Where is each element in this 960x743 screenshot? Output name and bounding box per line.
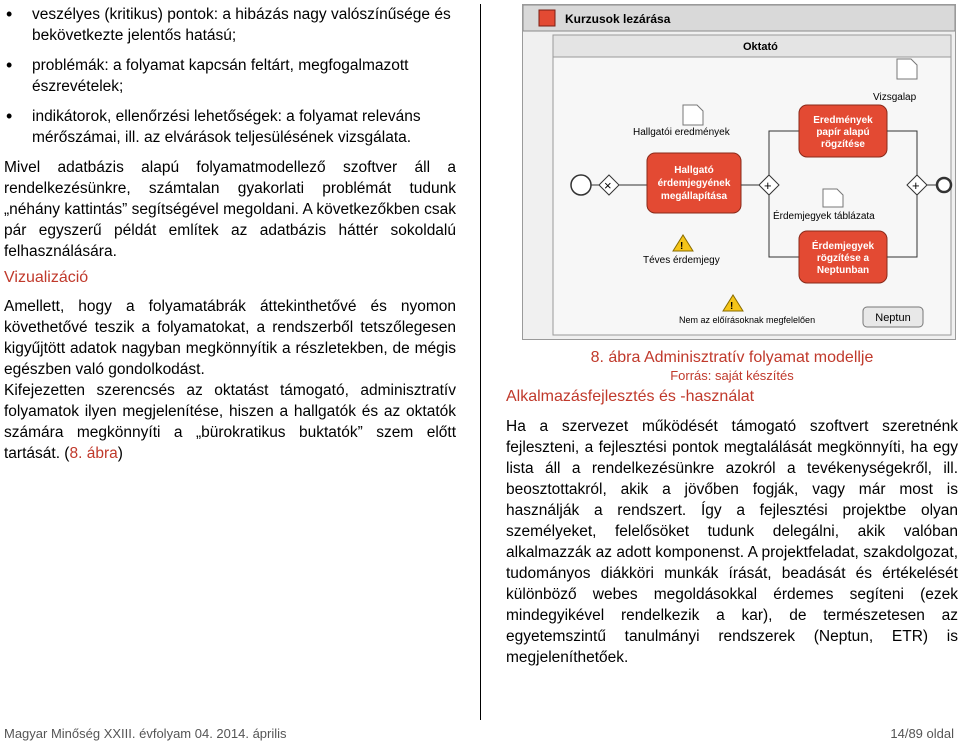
lane-title: Oktató: [743, 41, 778, 53]
process-diagram: [522, 4, 956, 340]
label-vizsgalap: Vizsgalap: [873, 92, 917, 103]
label-neptun-system: Neptun: [875, 312, 911, 324]
label-erdemjegyek-tabla: Érdemjegyek táblázata: [773, 211, 875, 222]
plus-mark: +: [912, 178, 920, 193]
label-hallgatoi: Hallgatói eredmények: [633, 127, 730, 138]
figure-caption: 8. ábra Adminisztratív folyamat modellje: [590, 349, 874, 366]
bullet-item: • veszélyes (kritikus) pontok: a hibázás nagy valószínűsége és bekövetkezte jelentős hatású;: [4, 4, 456, 46]
bullet-item: • problémák: a folyamat kapcsán feltárt, megfogalmazott észrevételek;: [4, 55, 456, 97]
right-column: [506, 4, 958, 674]
right-body: [506, 416, 958, 668]
warning-mark: !: [680, 241, 684, 252]
left-column: [4, 4, 456, 470]
label-teves: Téves érdemjegy: [643, 255, 720, 266]
bullet-list: [4, 4, 456, 148]
figure-source: Forrás: saját készítés: [670, 368, 794, 383]
paragraph-text: ): [117, 445, 123, 462]
paragraph: Mivel adatbázis alapú folyamatmodellező szoftver áll a rendelkezésünkre, számtalan gyakorlati problémát tudunk „néhány kattintás” segítségével megoldani. A következőkben csak pár egyszerű példát említek az adatbázis háttér sokoldalú felhasználására.: [4, 159, 456, 260]
task-label: Eredmények papír alapú rögzítése: [813, 115, 873, 150]
pool-title: Kurzusok lezárása: [565, 12, 671, 26]
end-event-icon: [937, 178, 951, 192]
page-footer: [4, 726, 954, 743]
bullet-item: • indikátorok, ellenőrzési lehetőségek: a folyamat releváns mérőszámai, ill. az elvárások teljesülésének vizsgálata.: [4, 106, 456, 148]
column-divider: [480, 4, 481, 720]
process-diagram-svg: [523, 5, 955, 339]
figure-reference-link[interactable]: 8. ábra: [69, 445, 118, 462]
task-label: Érdemjegyek rögzítése a Neptunban: [811, 241, 875, 276]
paragraph-text: Kifejezetten szerencsés az oktatást támogató, adminisztratív folyamatok ilyen megjelenítése, hiszen a hallgatók és az oktatók számára megkönnyíti a „bürokratikus buktatók” szem előtt tartását. (: [4, 382, 456, 462]
document-icon: [897, 59, 917, 79]
section-heading: Alkalmazásfejlesztés és -használat: [506, 388, 755, 405]
document-icon: [823, 189, 843, 207]
plus-mark: +: [764, 178, 772, 193]
footer-page-number: 14/89 oldal: [890, 726, 954, 741]
start-event-icon: [571, 175, 591, 195]
warning-mark: !: [730, 301, 734, 312]
label-nem-az: Nem az előírásoknak megfelelően: [679, 315, 816, 325]
section-heading: Vizualizáció: [4, 269, 89, 286]
footer-journal: Magyar Minőség XXIII. évfolyam 04. 2014. április: [4, 726, 287, 741]
x-mark: ×: [604, 178, 612, 193]
paragraph: Ha a szervezet működését támogató szoftvert szeretnénk fejleszteni, a fejlesztési pontok megtalálását megkönnyíti, ha egy lista áll a rendelkezésünkre azokról a tevékenységekről, ill. beosztottakról, akik a jövőben fogják, vagy már most is használják a rendszert. Így a fejlesztési projektbe olyan személyeket, felelősöket tudunk delegálni, akik valóban alkalmazzák az adott komponenst. A projektfeladat, szakdolgozat, tudományos diákköri munkák írását, beadását és értékelését különböző webes megoldásokkal érdemes segíteni (ezek mindegyikével rendelkezik a kar), de természetesen az egyetemszintű tanulmányi rendszerek (Neptun, ETR) is megjeleníthetőek.: [506, 418, 958, 666]
task-label: Hallgató érdemjegyének megállapítása: [657, 165, 731, 202]
paragraph: [4, 380, 456, 464]
document-icon: [683, 105, 703, 125]
pool-icon: [539, 10, 555, 26]
paragraph: Amellett, hogy a folyamatábrák áttekinthetővé és nyomon követhetővé teszik a folyamatokat, a rendszerből tetszőlegesen kigyűjtött adatok nagyban megkönnyítik a részletekben, de mégis egészben való gondolkodást.: [4, 298, 456, 378]
